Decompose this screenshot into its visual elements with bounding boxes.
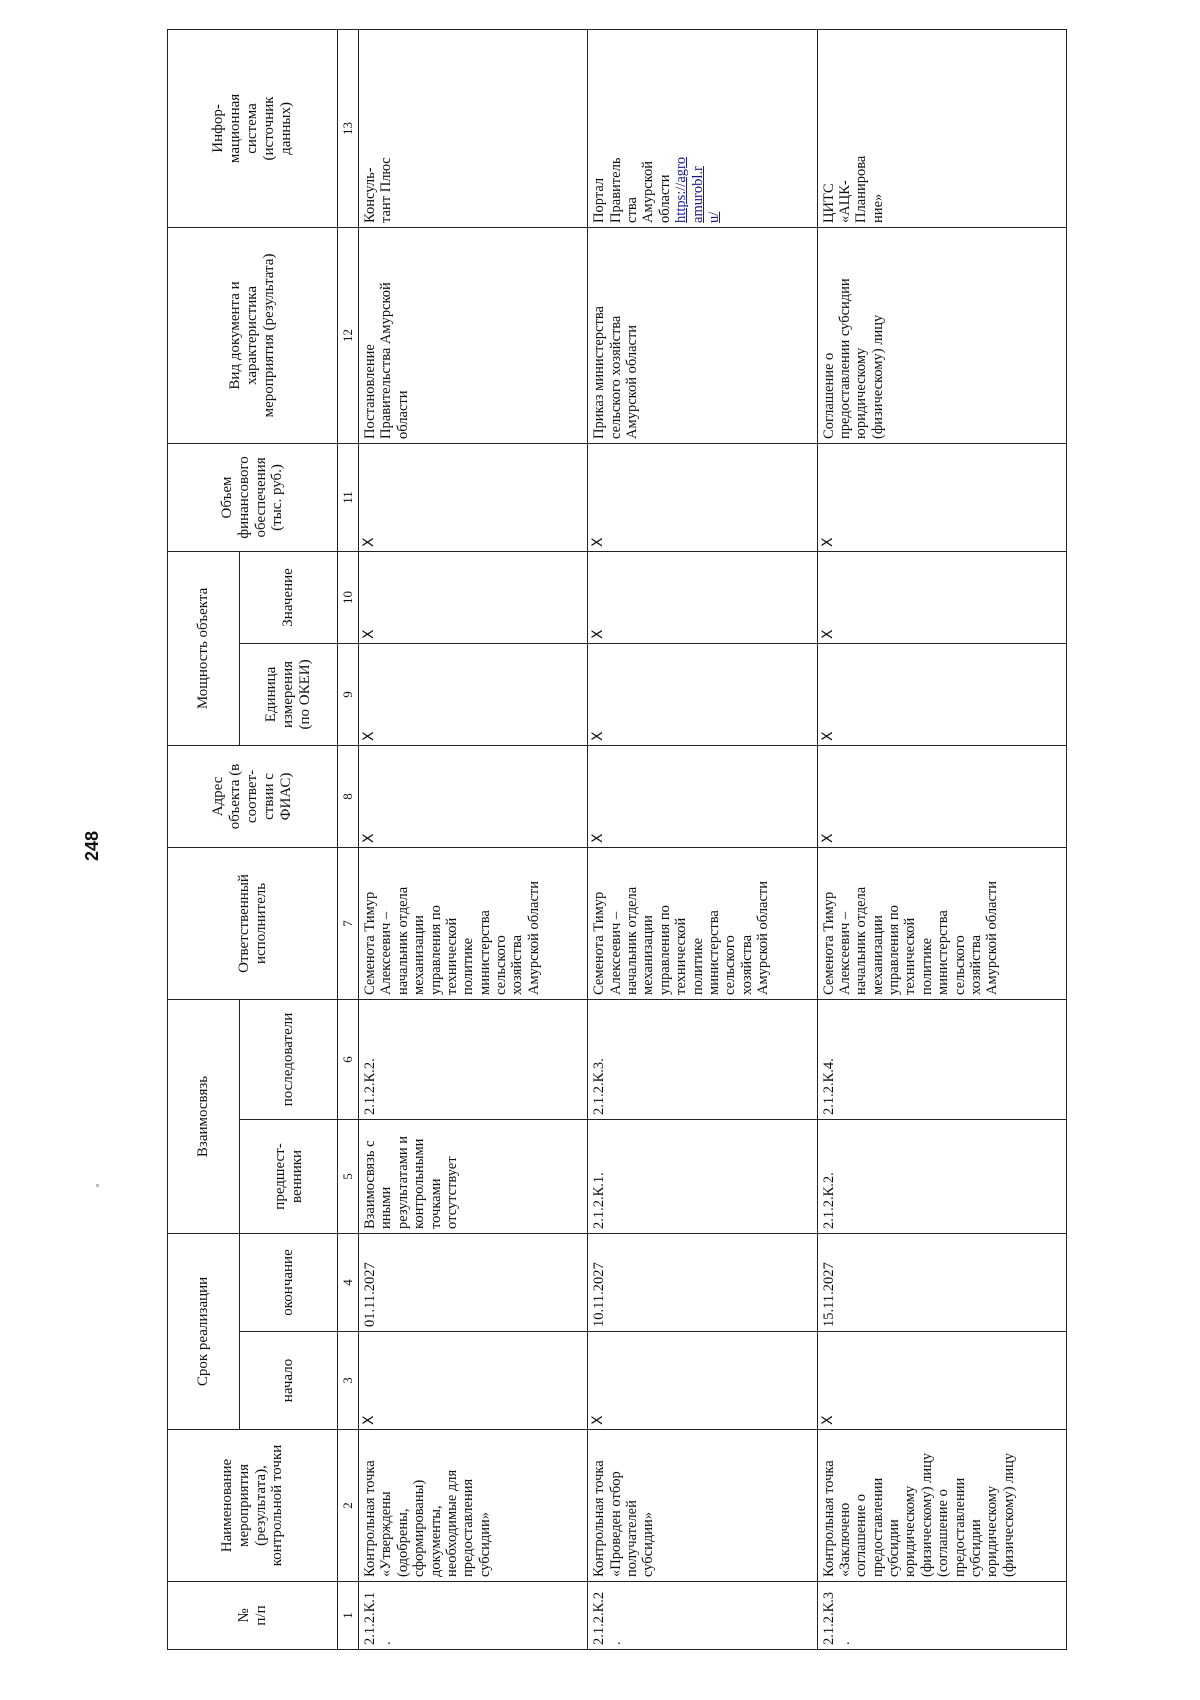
cell-responsible: Семенота Тимур Алексеевич – начальник отдела механизации управления по технической политике министерства сельского хозяйства Амурской области [588, 847, 817, 999]
header-predecessors: предшест- венники [240, 1119, 338, 1233]
cell-address: X [588, 745, 817, 847]
header-document: Вид документа и характеристика мероприятия (результата) [168, 227, 338, 443]
cell-info-system: ЦИТС «АЦК- Планирова ние» [817, 29, 1066, 227]
cell-value: X [817, 551, 1066, 643]
cell-successors: 2.1.2.К.2. [359, 999, 588, 1119]
cell-responsible: Семенота Тимур Алексеевич – начальник отдела механизации управления по технической политике министерства сельского хозяйства Амурской области [817, 847, 1066, 999]
cell-value: X [359, 551, 588, 643]
cell-num: 2.1.2.К.2 . [588, 1582, 817, 1650]
cell-address: X [817, 745, 1066, 847]
table-row [817, 29, 1066, 1649]
column-number: 8 [338, 745, 359, 847]
cell-num: 2.1.2.К.3 . [817, 1582, 1066, 1650]
column-number: 13 [338, 29, 359, 227]
cell-end: 10.11.2027 [588, 1233, 817, 1331]
cell-document: Приказ министерства сельского хозяйства Амурской области [588, 227, 817, 443]
cell-predecessors: 2.1.2.К.2. [817, 1119, 1066, 1233]
column-number: 1 [338, 1582, 359, 1650]
cell-unit: X [817, 643, 1066, 745]
column-number: 6 [338, 999, 359, 1119]
cell-predecessors: 2.1.2.К.1. [588, 1119, 817, 1233]
column-number: 11 [338, 443, 359, 551]
cell-start: X [588, 1332, 817, 1430]
control-points-table [167, 29, 1067, 1650]
cell-document: Постановление Правительства Амурской области [359, 227, 588, 443]
column-number: 9 [338, 643, 359, 745]
column-number: 10 [338, 551, 359, 643]
table-row [359, 29, 588, 1649]
cell-unit: X [359, 643, 588, 745]
header-links: Взаимосвязь [168, 999, 240, 1233]
header-capacity: Мощность объекта [168, 551, 240, 745]
cell-predecessors: Взаимосвязь с иными результатами и контрольными точками отсутствует [359, 1119, 588, 1233]
cell-end: 01.11.2027 [359, 1233, 588, 1331]
cell-finance: X [817, 443, 1066, 551]
cell-name: Контрольная точка «Заключено соглашение о предоставлении субсидии юридическому (физическому) лицу (соглашение о предоставлении субсидии юридическому (физическому) лицу [817, 1430, 1066, 1582]
cell-successors: 2.1.2.К.3. [588, 999, 817, 1119]
cell-unit: X [588, 643, 817, 745]
header-finance: Объем финансового обеспечения (тыс. руб.) [168, 443, 338, 551]
cell-address: X [359, 745, 588, 847]
column-number: 12 [338, 227, 359, 443]
cell-num: 2.1.2.К.1 . [359, 1582, 588, 1650]
header-value: Значение [240, 551, 338, 643]
cell-value: X [588, 551, 817, 643]
header-num: № п/п [168, 1582, 338, 1650]
cell-finance: X [588, 443, 817, 551]
column-number: 3 [338, 1332, 359, 1430]
cell-end: 15.11.2027 [817, 1233, 1066, 1331]
scan-speck [96, 1184, 99, 1187]
header-start: начало [240, 1332, 338, 1430]
cell-info-system: Портал Правитель ства Амурской области https://agro amurobl.r u/ [588, 29, 817, 227]
cell-successors: 2.1.2.К.4. [817, 999, 1066, 1119]
header-successors: последователи [240, 999, 338, 1119]
cell-name: Контрольная точка «Проведен отбор получателей субсидии» [588, 1430, 817, 1582]
header-period: Срок реализации [168, 1233, 240, 1429]
column-number: 2 [338, 1430, 359, 1582]
agro-portal-link[interactable]: https://agro amurobl.r u/ [673, 156, 722, 223]
rotated-table-frame [167, 30, 1067, 1650]
cell-finance: X [359, 443, 588, 551]
header-address: Адрес объекта (в соответ- ствии с ФИАС) [168, 745, 338, 847]
cell-document: Соглашение о предоставлении субсидии юридическому (физическому) лицу [817, 227, 1066, 443]
cell-info-system: Консуль- тант Плюс [359, 29, 588, 227]
page-number: 248 [82, 830, 102, 862]
header-info-system: Инфор- мационная система (источник данных) [168, 29, 338, 227]
header-responsible: Ответственный исполнитель [168, 847, 338, 999]
column-number: 5 [338, 1119, 359, 1233]
header-name: Наименование мероприятия (результата), контрольной точки [168, 1430, 338, 1582]
cell-responsible: Семенота Тимур Алексеевич – начальник отдела механизации управления по технической политике министерства сельского хозяйства Амурской области [359, 847, 588, 999]
header-end: окончание [240, 1233, 338, 1331]
table-row [588, 29, 817, 1649]
header-unit: Единица измерения (по ОКЕИ) [240, 643, 338, 745]
cell-start: X [359, 1332, 588, 1430]
cell-name: Контрольная точка «Утверждены (одобрены, сформированы) документы, необходимые для предоставления субсидии» [359, 1430, 588, 1582]
cell-start: X [817, 1332, 1066, 1430]
column-number: 4 [338, 1233, 359, 1331]
column-number: 7 [338, 847, 359, 999]
